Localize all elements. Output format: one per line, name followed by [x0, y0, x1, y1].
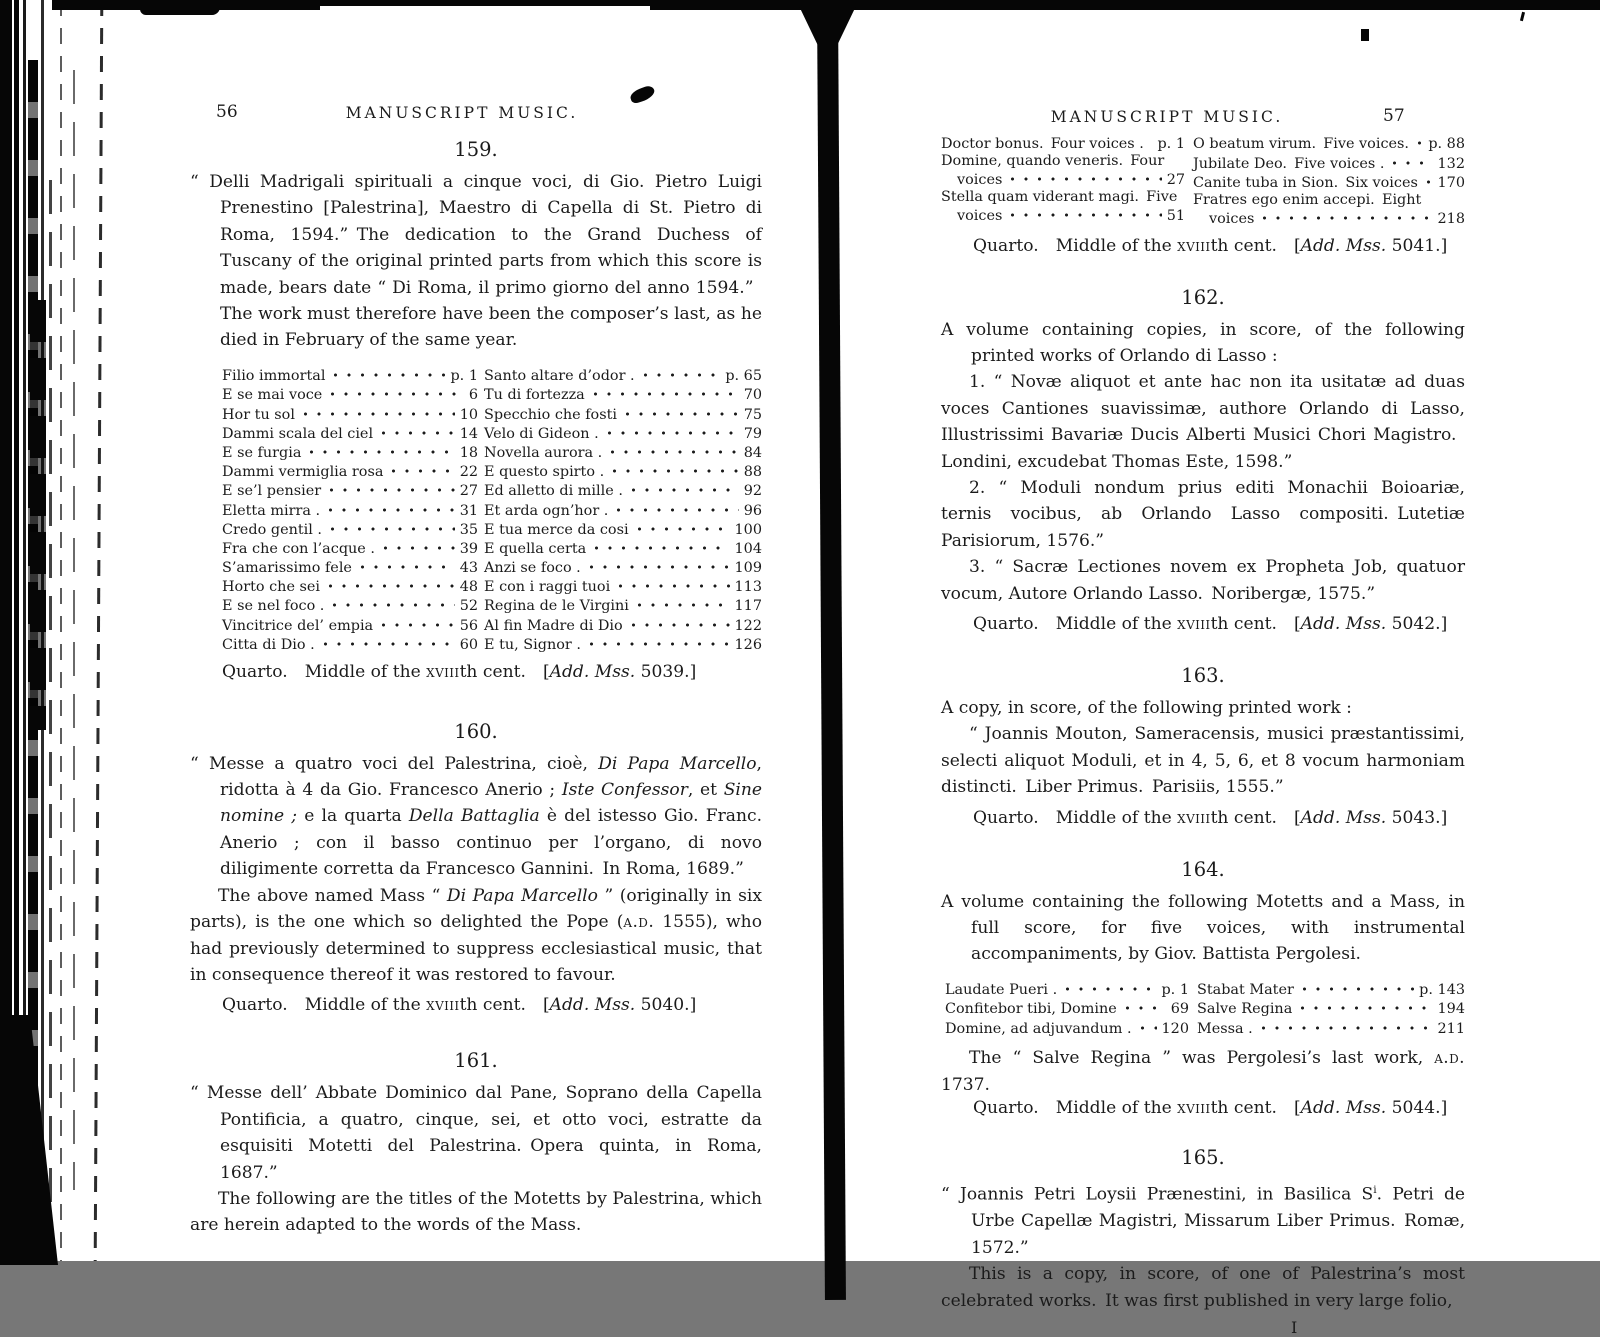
leader-dots	[601, 423, 742, 437]
entry-159-index	[190, 366, 762, 654]
index-row	[222, 423, 478, 442]
entry-161-number: 161.	[454, 1049, 498, 1073]
leader-dots	[375, 615, 458, 629]
work-title: E questo spirto .	[484, 464, 605, 481]
binding-edge-cluster	[30, 300, 46, 730]
entry-161-note	[190, 1186, 762, 1239]
text-run: Quarto. Middle of the	[973, 1098, 1178, 1119]
text-run: xviii	[1177, 807, 1211, 828]
leader-dots	[625, 615, 733, 629]
index-row	[1197, 999, 1465, 1018]
work-title: Jubilate Deo. Five voices .	[1193, 155, 1385, 172]
index-row	[484, 539, 762, 558]
work-title: Santo altare d’odor .	[484, 368, 635, 385]
right-page	[941, 108, 1465, 1337]
entry-160-note	[190, 883, 762, 989]
leader-dots	[1134, 1018, 1160, 1032]
work-title: Al fin Madre di Dio	[484, 617, 623, 634]
ink-blot	[629, 84, 657, 104]
work-title: Confitebor tibi, Domine	[945, 1001, 1117, 1018]
text-run: 5043.]	[1386, 807, 1448, 828]
entry-164-note	[941, 1045, 1465, 1098]
text-run: th cent. [	[459, 661, 550, 682]
index-column-left	[222, 366, 478, 654]
text-run: Di Papa Marcello	[446, 885, 598, 906]
text-run: Quarto. Middle of the	[222, 995, 427, 1016]
page-ref: 117	[734, 598, 762, 615]
leader-dots	[322, 577, 458, 591]
leader-dots	[587, 385, 742, 399]
page-ref: 27	[1166, 172, 1185, 189]
leader-dots	[1004, 170, 1164, 184]
text-run: Della Battaglia	[408, 806, 540, 827]
index-row	[945, 999, 1189, 1018]
index-row	[484, 423, 762, 442]
work-title: Credo gentil .	[222, 521, 322, 538]
running-header-left: MANUSCRIPT MUSIC.	[345, 104, 579, 122]
page-ref: 69	[1170, 1001, 1189, 1018]
page-ref: 14	[459, 425, 478, 442]
work-title: Novella aurora .	[484, 444, 603, 461]
work-title: Messa .	[1197, 1020, 1253, 1037]
leader-dots	[1256, 208, 1435, 222]
text-run: “ Messe dell’ Abbate Dominico dal Pane, Soprano della Capella Pontificia, a quatro, cinque, sei, et otto voci, estratte da esquisiti Motetti del Palestrina. Opera quinta, in Roma, 1687.”	[190, 1083, 762, 1183]
work-title: Regina de le Virgini	[484, 598, 629, 615]
page-ref: 113	[734, 579, 762, 596]
leader-dots	[1386, 153, 1435, 167]
index-row	[222, 634, 478, 653]
work-title: Domine, quando veneris. Four	[941, 153, 1165, 170]
index-row	[945, 980, 1189, 999]
index-row	[484, 519, 762, 538]
entry-163-number: 163.	[1181, 664, 1225, 688]
index-row	[222, 462, 478, 481]
index-row	[222, 558, 478, 577]
text-run: a.d.	[1434, 1048, 1465, 1069]
text-run: 2. “ Moduli nondum prius editi Monachii Boioariæ, ternis vocibus, ab Orlando Lasso compositi. Lutetiæ Parisiorum, 1576.”	[941, 477, 1465, 551]
text-run: Add. Mss.	[1300, 807, 1387, 828]
page-ref: p. 1	[1157, 136, 1185, 153]
text-run: e la quarta	[297, 806, 409, 827]
leader-dots	[322, 500, 458, 514]
work-title: O beatum virum. Five voices.	[1193, 136, 1409, 153]
text-run: 5041.]	[1386, 235, 1448, 256]
entry-163-intro	[941, 695, 1465, 721]
work-title: Horto che sei	[222, 579, 321, 596]
entry-160-colophon	[222, 995, 762, 1015]
page-ref: 39	[459, 540, 478, 557]
work-title: Domine, ad adjuvandum .	[945, 1020, 1132, 1037]
index-row	[484, 558, 762, 577]
text-run: th cent. [	[1210, 807, 1301, 828]
text-run: 1737.	[941, 1074, 990, 1095]
index-row	[1193, 172, 1465, 191]
binding-edge-stripe	[49, 180, 52, 1261]
colophon-5042	[973, 614, 1465, 634]
page-ref: 31	[459, 502, 478, 519]
text-run: A volume containing copies, in score, of the following printed works of Orlando di Lasso :	[941, 319, 1465, 366]
running-header-right: MANUSCRIPT MUSIC.	[1050, 108, 1284, 126]
work-title: Citta di Dio .	[222, 636, 315, 653]
page-ref: 92	[743, 483, 762, 500]
entry-159-colophon	[222, 662, 762, 682]
index-row	[222, 385, 478, 404]
work-title: E se’l pensier	[222, 483, 322, 500]
work-title: voices	[957, 208, 1003, 225]
text-run: Quarto. Middle of the	[973, 614, 1178, 635]
work-title: E tua merce da cosi	[484, 521, 629, 538]
page-ref: 100	[734, 521, 762, 538]
leader-dots	[317, 634, 458, 648]
colophon-5044	[973, 1098, 1465, 1118]
work-title: E tu, Signor .	[484, 636, 581, 653]
index-row	[484, 481, 762, 500]
index-row	[222, 404, 478, 423]
text-run: xviii	[1177, 1098, 1211, 1119]
leader-dots	[1411, 134, 1426, 148]
index-row	[945, 1018, 1189, 1037]
work-title: Salve Regina	[1197, 1001, 1293, 1018]
page-ref: 75	[743, 406, 762, 423]
text-run: 5044.]	[1386, 1098, 1448, 1119]
index-row	[222, 443, 478, 462]
text-run: , ridotta à 4 da Gio. Francesco Anerio ;	[220, 753, 762, 801]
index-row	[484, 500, 762, 519]
index-row	[222, 596, 478, 615]
page-ref: 60	[459, 636, 478, 653]
index-row	[222, 481, 478, 500]
entry-165-quote	[941, 1177, 1465, 1261]
leader-dots	[625, 481, 742, 495]
entry-162-item-3	[941, 554, 1465, 607]
page-ref: 52	[459, 598, 478, 615]
text-run: 5040.]	[635, 995, 697, 1016]
index-row	[484, 577, 762, 596]
index-row	[484, 596, 762, 615]
page-ref: 211	[1437, 1020, 1465, 1037]
leader-dots	[323, 481, 458, 495]
text-run: Iste Confessor	[561, 780, 688, 801]
entry-161-body	[190, 1080, 762, 1186]
work-title: Tu di fortezza	[484, 387, 585, 404]
text-run: The above named Mass “	[218, 885, 447, 906]
text-run: , et	[687, 780, 724, 801]
work-title: E quella certa	[484, 540, 587, 557]
text-run: 3. “ Sacræ Lectiones novem ex Propheta Job, quatuor vocum, Autore Orlando Lasso. Noribergæ, 1575.”	[941, 557, 1465, 604]
page-ref: 22	[459, 464, 478, 481]
text-run: xviii	[1177, 614, 1211, 635]
page-ref: p. 1	[450, 368, 478, 385]
text-run: Add. Mss.	[1300, 235, 1387, 256]
page-ref: p. 143	[1419, 982, 1465, 999]
page-ref: p. 88	[1428, 136, 1465, 153]
index-column-right	[484, 366, 762, 654]
page-ref: 6	[468, 387, 478, 404]
leader-dots	[1004, 206, 1164, 220]
work-title: Anzi se foco .	[484, 560, 581, 577]
text-run: This is a copy, in score, of one of Palestrina’s most celebrated works. It was first published in very large folio,	[941, 1264, 1465, 1311]
page-gutter-shadow	[817, 0, 846, 1300]
entry-162-item-2	[941, 475, 1465, 554]
leader-dots	[1119, 999, 1169, 1013]
entry-160-body	[190, 751, 762, 883]
index-row	[1193, 153, 1465, 172]
text-run: 5042.]	[1386, 614, 1448, 635]
leader-dots	[1146, 134, 1156, 148]
text-run: . Petri de Urbe Capellæ Magistri, Missarum Liber Primus. Romæ, 1572.”	[971, 1184, 1465, 1258]
index-row	[484, 385, 762, 404]
index-row	[957, 206, 1185, 225]
index-row	[484, 404, 762, 423]
colophon-5041	[973, 236, 1465, 256]
index-row	[941, 134, 1185, 153]
text-run: 1555), who had previously determined to suppress ecclesiastical music, that in consequence thereof it was restored to favour.	[190, 912, 762, 985]
leader-dots	[324, 385, 467, 399]
text-run: th cent. [	[459, 995, 550, 1016]
work-title: Doctor bonus. Four voices .	[941, 136, 1144, 153]
page-ref: 79	[743, 425, 762, 442]
leader-dots	[612, 577, 732, 591]
text-run: The following are the titles of the Motetts by Palestrina, which are herein adapted to the words of the Mass.	[190, 1188, 762, 1236]
leader-dots	[583, 634, 733, 648]
leader-dots	[375, 423, 458, 437]
work-title: voices	[1209, 210, 1255, 227]
index-row	[1209, 208, 1465, 227]
text-run: The “ Salve Regina ” was Pergolesi’s last work,	[969, 1048, 1435, 1069]
index-row	[222, 539, 478, 558]
page-ref: p. 1	[1161, 982, 1189, 999]
work-title: Vincitrice del’ empia	[222, 617, 374, 634]
signature-mark: I	[1291, 1317, 1298, 1337]
page-ref: 35	[459, 521, 478, 538]
page-edge-line	[94, 0, 104, 1261]
text-run: Add. Mss.	[1300, 1098, 1387, 1119]
page-ref: 48	[459, 579, 478, 596]
left-page	[190, 104, 762, 1239]
index-column-left	[945, 980, 1189, 1038]
text-run: Quarto. Middle of the	[973, 235, 1178, 256]
text-run: ” (originally in six parts), is the one which so delighted the Pope (	[190, 885, 762, 933]
leader-dots	[588, 539, 732, 553]
text-run: Quarto. Middle of the	[973, 807, 1178, 828]
entry-165-body	[941, 1261, 1465, 1314]
work-title: Ed alletto di mille .	[484, 483, 623, 500]
page-ref: 194	[1437, 1001, 1465, 1018]
index-5041	[941, 134, 1465, 228]
binding-edge-stripe	[73, 70, 75, 1190]
index-row	[484, 443, 762, 462]
text-run: th cent. [	[1210, 235, 1301, 256]
text-run: Sine nomine ;	[220, 780, 762, 827]
page-ref: 109	[734, 560, 762, 577]
binding-edge-stripe	[60, 0, 62, 1261]
leader-dots	[1059, 980, 1159, 994]
entry-160-number: 160.	[454, 719, 498, 743]
work-title: Et arda ogn’hor .	[484, 502, 609, 519]
entry-162-intro	[941, 317, 1465, 370]
text-run: è del istesso Gio. Franc. Anerio ; con il basso continuo per l’organo, di novo diligimente corretta da Francesco Gannini. In Roma, 1689.”	[220, 806, 763, 880]
entry-159-number: 159.	[454, 138, 498, 161]
work-title: Stabat Mater	[1197, 982, 1294, 999]
page-gutter-flare	[799, 6, 856, 50]
index-row-wrapped	[941, 189, 1185, 225]
work-title: Dammi scala del ciel	[222, 425, 374, 442]
work-title: Fra che con l’acque .	[222, 540, 375, 557]
page-number-right: 57	[1383, 106, 1405, 126]
leader-dots	[377, 539, 458, 553]
leader-dots	[619, 404, 742, 418]
leader-dots	[303, 443, 457, 457]
page-ref: 43	[459, 560, 478, 577]
index-column-right	[1197, 980, 1465, 1038]
page-ref: 170	[1437, 174, 1465, 191]
page-ref: 10	[459, 406, 478, 423]
index-row	[222, 519, 478, 538]
work-title: voices	[957, 172, 1003, 189]
index-column-left	[941, 134, 1185, 228]
leader-dots	[610, 500, 741, 514]
leader-dots	[1420, 172, 1436, 186]
ink-speck	[1361, 29, 1369, 41]
leader-dots	[297, 404, 458, 418]
page-ref: 27	[459, 483, 478, 500]
text-run: “ Messe a quatro voci del Palestrina, cioè,	[190, 753, 599, 774]
work-title: Eletta mirra .	[222, 502, 321, 519]
text-run: th cent. [	[1210, 1098, 1301, 1119]
work-title: E se mai voce	[222, 387, 323, 404]
leader-dots	[327, 366, 448, 380]
work-title: E con i raggi tuoi	[484, 579, 611, 596]
text-run: th cent. [	[1210, 614, 1301, 635]
leader-dots	[385, 462, 457, 476]
index-row	[1197, 980, 1465, 999]
entry-164-number: 164.	[1181, 857, 1225, 881]
page-ref: 132	[1437, 155, 1465, 172]
work-title: Stella quam viderant magi. Five	[941, 189, 1178, 206]
text-run: Add. Mss.	[1300, 614, 1387, 635]
work-title: Velo di Gideon .	[484, 425, 599, 442]
page-ref: 18	[459, 444, 478, 461]
page-ref: 96	[743, 502, 762, 519]
leader-dots	[324, 519, 458, 533]
entry-164-body	[941, 889, 1465, 968]
entry-159-body	[190, 169, 762, 354]
leader-dots	[1296, 980, 1417, 994]
text-run: Quarto. Middle of the	[222, 661, 427, 682]
text-run: xviii	[426, 995, 460, 1016]
text-run: Add. Mss.	[549, 661, 636, 682]
entry-165-number: 165.	[1181, 1146, 1225, 1170]
page-number-left: 56	[216, 102, 238, 122]
text-run: Add. Mss.	[549, 995, 636, 1016]
index-row-wrapped	[1193, 192, 1465, 228]
index-column-right	[1193, 134, 1465, 228]
ink-speck	[1520, 12, 1525, 21]
index-row	[222, 615, 478, 634]
leader-dots	[1294, 999, 1435, 1013]
index-row	[484, 462, 762, 481]
entry-162-number: 162.	[1181, 285, 1225, 309]
entry-163-quote	[941, 721, 1465, 800]
work-title: Filio immortal	[222, 368, 326, 385]
page-ref: 88	[743, 464, 762, 481]
page-ref: 218	[1437, 210, 1465, 227]
work-title: E se nel foco .	[222, 598, 325, 615]
leader-dots	[631, 519, 733, 533]
work-title: Hor tu sol	[222, 406, 295, 423]
work-title: E se furgia	[222, 444, 302, 461]
index-row	[484, 615, 762, 634]
index-row	[484, 634, 762, 653]
text-run: “ Joannis Mouton, Sameracensis, musici præstantissimi, selecti aliquot Moduli, et in 4, 5, 6, et 8 vocum harmoniam distincti. Liber Primus. Parisiis, 1555.”	[941, 724, 1465, 798]
entry-162-item-1	[941, 369, 1465, 475]
text-run: A copy, in score, of the following printed work :	[941, 698, 1352, 719]
page-ref: 122	[734, 617, 762, 634]
work-title: Canite tuba in Sion. Six voices	[1193, 174, 1418, 191]
index-row	[222, 500, 478, 519]
colophon-5043	[973, 808, 1465, 828]
leader-dots	[637, 366, 724, 380]
work-title: Specchio che fosti	[484, 406, 617, 423]
text-run: xviii	[1177, 235, 1211, 256]
leader-dots	[354, 558, 458, 572]
work-title: Dammi vermiglia rosa	[222, 464, 384, 481]
page-ref: 126	[734, 636, 762, 653]
text-run: “ Joannis Petri Loysii Prænestini, in Basilica S	[941, 1184, 1374, 1205]
top-edge-gap	[320, 6, 650, 11]
work-title: Fratres ego enim accepi. Eight	[1193, 191, 1422, 208]
leader-dots	[1255, 1018, 1436, 1032]
index-row	[1197, 1018, 1465, 1037]
leader-dots	[604, 443, 741, 457]
page-ref: 51	[1166, 208, 1185, 225]
index-row	[957, 170, 1185, 189]
text-run: A volume containing the following Motetts and a Mass, in full score, for five voices, with instrumental accompaniments, by Giov. Battista Pergolesi.	[941, 891, 1465, 965]
leader-dots	[606, 462, 742, 476]
page-ref: 70	[743, 387, 762, 404]
page-ref: 120	[1161, 1020, 1189, 1037]
text-run: xviii	[426, 661, 460, 682]
index-row	[222, 366, 478, 385]
top-edge-blob	[140, 0, 220, 15]
text-run: Di Papa Marcello	[598, 753, 757, 774]
text-run: 5039.]	[635, 661, 697, 682]
page-ref: 104	[734, 540, 762, 557]
index-row	[222, 577, 478, 596]
work-title: S’amarissimo fele	[222, 560, 352, 577]
index-row	[484, 366, 762, 385]
leader-dots	[583, 558, 733, 572]
leader-dots	[326, 596, 457, 610]
entry-164-index	[941, 980, 1465, 1038]
text-run: a.d.	[623, 912, 655, 933]
index-row-wrapped	[941, 153, 1185, 189]
text-run: “ Delli Madrigali spirituali a cinque voci, di Gio. Pietro Luigi Prenestino [Palestrina], Maestro di Capella di St. Pietro di Roma, 1594.” The dedication to the Grand Duchess of Tuscany of the original printed parts from which this score is made, bears date “ Di Roma, il primo giorno del anno 1594.” The work must therefore have been the composer’s last, as he died in February of the same year.	[190, 172, 762, 351]
text-run: i	[1373, 1184, 1377, 1197]
page-ref: 84	[743, 444, 762, 461]
page-ref: p. 65	[725, 368, 762, 385]
work-title: Laudate Pueri .	[945, 982, 1058, 999]
leader-dots	[631, 596, 733, 610]
index-row	[1193, 134, 1465, 153]
page-ref: 56	[459, 617, 478, 634]
text-run: 1. “ Novæ aliquot et ante hac non ita usitatæ ad duas voces Cantiones suavissimæ, authore Orlando di Lasso, Illustrissimi Bavariæ Ducis Alberti Musici Chori Magistro. Londini, excudebat Thomas Este, 1598.”	[941, 372, 1465, 472]
